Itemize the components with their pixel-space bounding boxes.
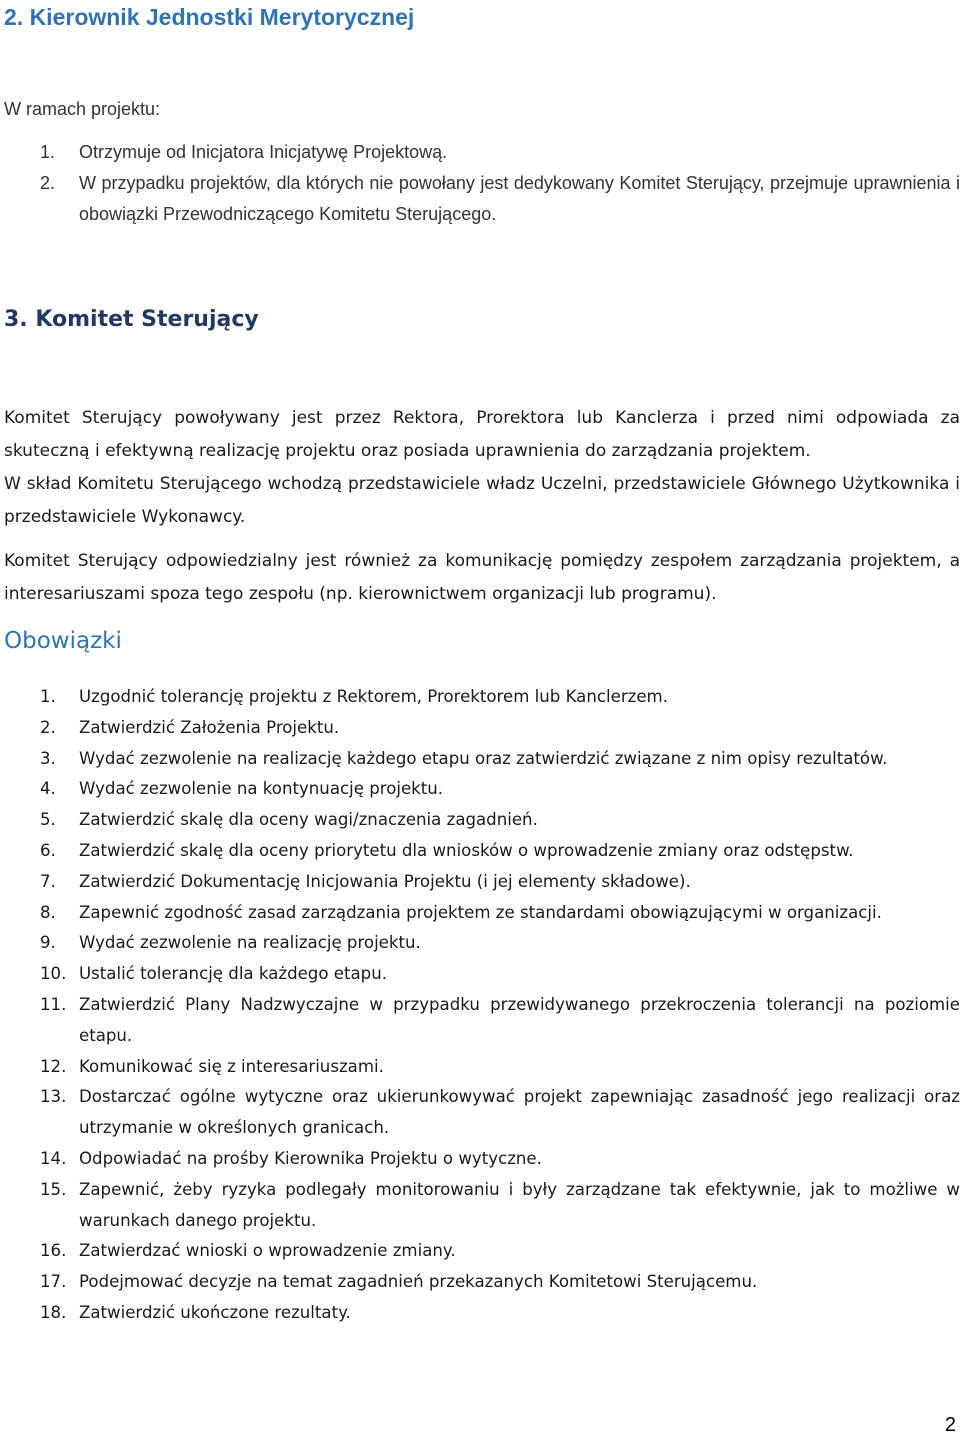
duty-number: 3. (40, 748, 56, 768)
duty-number: 9. (40, 933, 56, 953)
duty-item (4, 1267, 960, 1298)
duty-item (4, 1175, 960, 1237)
duty-text: Zatwierdzić Dokumentację Inicjowania Projektu (i jej elementy składowe). (79, 871, 691, 891)
section-3-body (4, 402, 960, 1329)
list-item-text: W przypadku projektów, dla których nie powołany jest dedykowany Komitet Sterujący, przejmuje uprawnienia i obowiązki Przewodniczącego Komitetu Sterującego. (79, 173, 960, 224)
list-item (4, 168, 960, 230)
duty-number: 17. (40, 1272, 67, 1292)
duty-item (4, 867, 960, 898)
duty-text: Zatwierdzić skalę dla oceny priorytetu dla wniosków o wprowadzenie zmiany oraz odstępstw. (79, 840, 854, 860)
duty-text: Wydać zezwolenie na kontynuację projektu. (79, 779, 444, 799)
duties-heading: Obowiązki (4, 628, 122, 654)
duty-item (4, 1144, 960, 1175)
duty-item (4, 928, 960, 959)
section-2-list (4, 137, 960, 230)
duty-text: Wydać zezwolenie na realizację projektu. (79, 933, 421, 953)
duty-text: Podejmować decyzje na temat zagadnień przekazanych Komitetowi Sterującemu. (79, 1272, 758, 1292)
duty-item (4, 1236, 960, 1267)
duty-item (4, 805, 960, 836)
duty-number: 1. (40, 687, 56, 706)
duty-text: Odpowiadać na prośby Kierownika Projektu o wytyczne. (79, 1148, 542, 1168)
duty-number: 7. (40, 871, 56, 891)
duty-item (4, 959, 960, 990)
list-item (4, 137, 960, 168)
duty-text: Zatwierdzić Założenia Projektu. (79, 717, 340, 737)
duty-item (4, 682, 960, 713)
duty-text: Zatwierdzić ukończone rezultaty. (79, 1302, 351, 1322)
duty-number: 2. (40, 717, 56, 737)
duty-text: Dostarczać ogólne wytyczne oraz ukierunkowywać projekt zapewniając zasadność jego realizacji oraz utrzymanie w określonych granicach. (79, 1087, 960, 1138)
duty-item (4, 1298, 960, 1329)
duty-number: 12. (40, 1056, 67, 1076)
duty-item (4, 744, 960, 775)
list-item-text: Otrzymuje od Inicjatora Inicjatywę Projektową. (79, 142, 448, 162)
duty-item (4, 990, 960, 1052)
duties-list (4, 682, 960, 1329)
section-2-body (4, 94, 960, 230)
duty-text: Wydać zezwolenie na realizację każdego etapu oraz zatwierdzić związane z nim opisy rezultatów. (79, 748, 888, 768)
section-2-intro: W ramach projektu: (4, 99, 161, 119)
duty-text: Komunikować się z interesariuszami. (79, 1056, 384, 1076)
duty-item (4, 1052, 960, 1083)
duty-number: 4. (40, 779, 56, 799)
duty-number: 11. (40, 994, 67, 1014)
section-2-heading: 2. Kierownik Jednostki Merytorycznej (4, 4, 415, 30)
duty-text: Zapewnić, żeby ryzyka podlegały monitorowaniu i były zarządzane tak efektywnie, jak to możliwe w warunkach danego projektu. (79, 1179, 960, 1230)
duty-number: 6. (40, 840, 56, 860)
duty-item (4, 713, 960, 744)
duty-text: Zatwierdzić Plany Nadzwyczajne w przypadku przewidywanego przekroczenia tolerancji na poziomie etapu. (79, 994, 960, 1045)
section-3-heading: 3. Komitet Sterujący (4, 307, 259, 332)
duty-text: Zapewnić zgodność zasad zarządzania projektem ze standardami obowiązującymi w organizacji. (79, 902, 882, 922)
duty-text: Zatwierdzać wnioski o wprowadzenie zmiany. (79, 1241, 456, 1261)
list-item-number: 1. (40, 142, 56, 162)
list-item-number: 2. (40, 173, 56, 193)
duty-number: 18. (40, 1302, 67, 1322)
duty-number: 10. (40, 964, 67, 984)
duty-number: 15. (40, 1179, 67, 1199)
duty-text: Uzgodnić tolerancję projektu z Rektorem, Prorektorem lub Kanclerzem. (79, 687, 668, 706)
section-3-paragraph-3: Komitet Sterujący odpowiedzialny jest również za komunikację pomiędzy zespołem zarządzania projektem, a interesariuszami spoza tego zespołu (np. kierownictwem organizacji lub programu). (4, 551, 960, 604)
duty-number: 13. (40, 1087, 67, 1107)
duty-number: 5. (40, 810, 56, 830)
section-3-paragraph-1: Komitet Sterujący powoływany jest przez Rektora, Prorektora lub Kanclerza i przed nimi odpowiada za skuteczną i efektywną realizację projektu oraz posiada uprawnienia do zarządzania projektem. (4, 408, 960, 461)
duty-item (4, 1082, 960, 1144)
duty-item (4, 898, 960, 929)
duty-text: Zatwierdzić skalę dla oceny wagi/znaczenia zagadnień. (79, 810, 538, 830)
duty-number: 16. (40, 1241, 67, 1261)
duty-number: 8. (40, 902, 56, 922)
duty-item (4, 836, 960, 867)
page-number: 2 (944, 1414, 956, 1436)
duty-text: Ustalić tolerancję dla każdego etapu. (79, 964, 387, 984)
duty-item (4, 774, 960, 805)
duty-number: 14. (40, 1148, 67, 1168)
section-3-paragraph-2: W skład Komitetu Sterującego wchodzą przedstawiciele władz Uczelni, przedstawiciele Głównego Użytkownika i przedstawiciele Wykonawcy. (4, 474, 960, 527)
